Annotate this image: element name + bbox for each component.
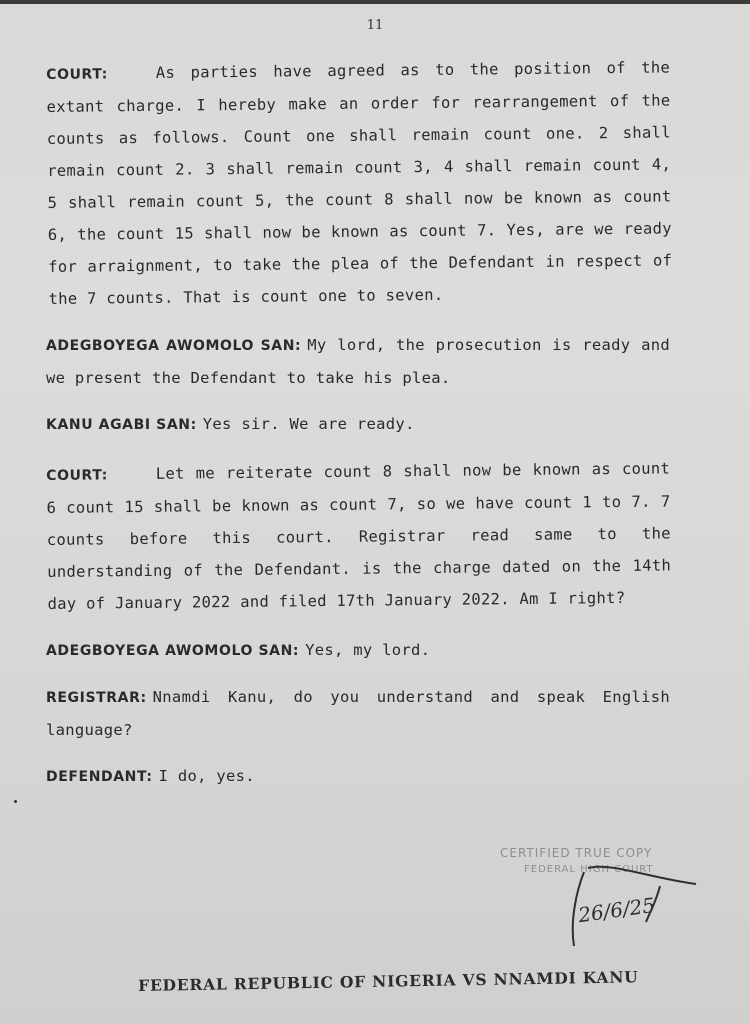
page-number: 11: [366, 18, 384, 33]
speaker-label: REGISTRAR:: [46, 690, 147, 706]
signature-date: 26/6/25: [576, 892, 657, 928]
transcript-paragraph: [46, 681, 670, 746]
speaker-label: ADEGBOYEGA AWOMOLO SAN:: [46, 338, 302, 354]
stamp-line: CERTIFIED TRUE COPY: [500, 846, 653, 860]
speck: [14, 800, 17, 803]
speech-text: As parties have agreed as to the position of the extant charge. I hereby make an order for rearrangement of the counts as follows. Count one shall remain count one. 2 shall remain count 2. 3 shall remain count 3, 4 shall remain count 4, 5 shall remain count 5, the count 8 shall now be known as count 6, the count 15 shall now be known as count 7. Yes, are we ready for arraignment, to take the plea of the Defendant in respect of the 7 counts. That is count one to seven.: [46, 58, 673, 308]
speaker-label: COURT:: [46, 66, 108, 83]
speaker-label: DEFENDANT:: [46, 769, 153, 785]
speech-text: My lord, the prosecution is ready and we present the Defendant to take his plea.: [46, 336, 670, 387]
speech-text: Let me reiterate count 8 shall now be known as count 6 count 15 shall be known as count 7, so we have count 1 to 7. 7 counts before this court. Registrar read same to the understanding of the Defendant. is the charge dated on the 14th day of January 2022 and filed 17th January 2022. Am I right?: [46, 459, 672, 613]
speaker-label: COURT:: [46, 467, 108, 484]
speaker-label: ADEGBOYEGA AWOMOLO SAN:: [46, 643, 300, 659]
stamp-line: FEDERAL HIGH COURT: [524, 864, 654, 875]
top-edge: [0, 0, 750, 4]
transcript-paragraph: [46, 760, 670, 793]
transcript-body: [46, 58, 673, 807]
case-title-footer: FEDERAL REPUBLIC OF NIGERIA VS NNAMDI KANU: [138, 967, 639, 995]
transcript-paragraph: [46, 452, 672, 620]
speech-text: Yes, my lord.: [305, 641, 431, 659]
signature-icon: [500, 842, 720, 952]
speech-text: Yes sir. We are ready.: [202, 415, 415, 433]
speech-text: I do, yes.: [158, 767, 255, 785]
speech-text: Nnamdi Kanu, do you understand and speak English language?: [46, 688, 670, 739]
speaker-label: KANU AGABI SAN:: [46, 417, 197, 433]
transcript-paragraph: [46, 329, 670, 394]
transcript-paragraph: [46, 634, 670, 667]
certified-stamp: [500, 842, 720, 952]
transcript-paragraph: [46, 51, 673, 315]
transcript-paragraph: [46, 408, 670, 441]
